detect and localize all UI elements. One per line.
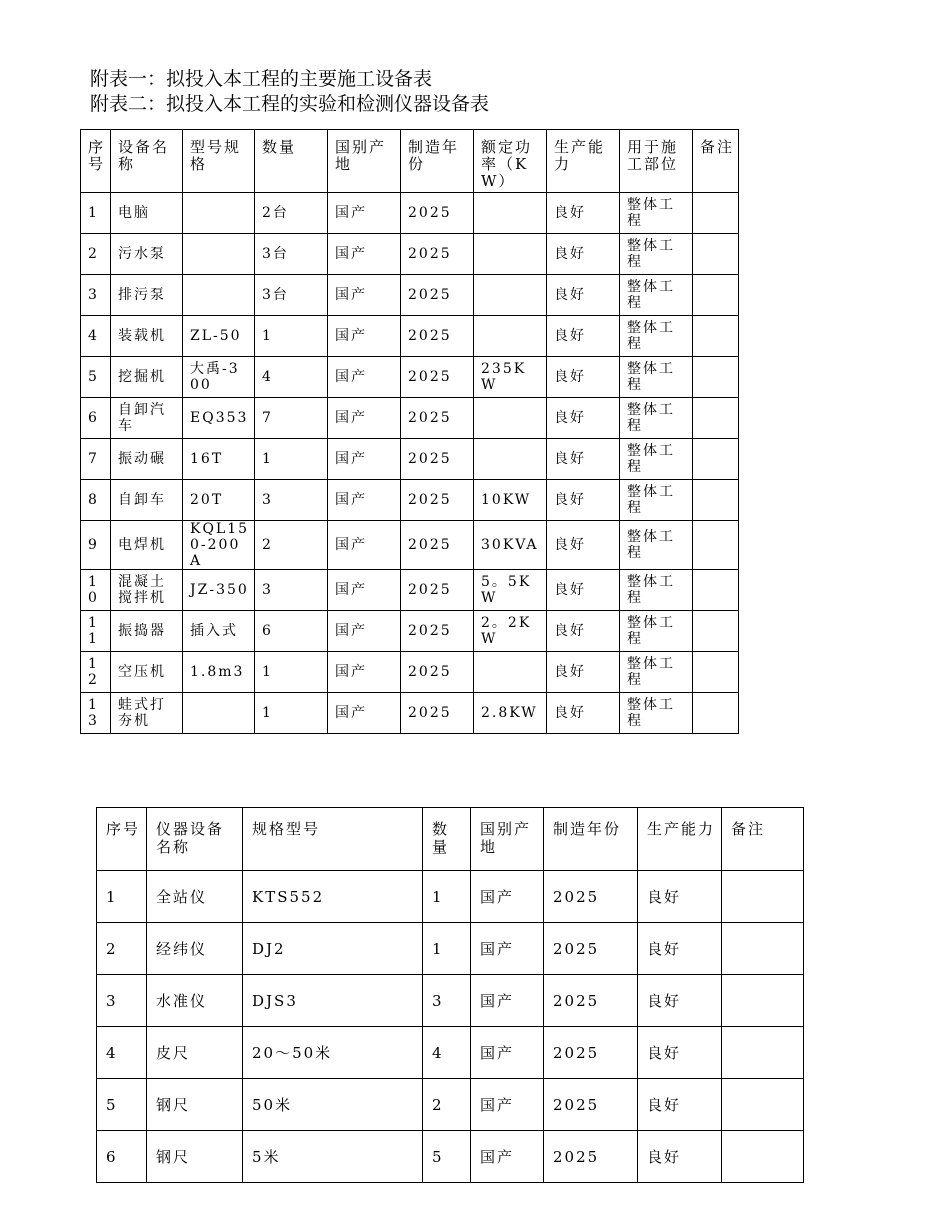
instrument-cell: 钢尺 — [147, 1131, 243, 1183]
equipment-cell: 装载机 — [111, 316, 183, 357]
instrument-cell: 2025 — [544, 1027, 638, 1079]
equipment-cell: 2025 — [401, 693, 474, 734]
instrument-header-cell: 制造年份 — [544, 808, 638, 871]
instrument-header-cell: 国别产地 — [471, 808, 544, 871]
equipment-cell: 良好 — [547, 693, 620, 734]
equipment-header-cell: 国别产地 — [328, 130, 401, 193]
equipment-cell: 混凝土搅拌机 — [111, 570, 183, 611]
equipment-cell: 国产 — [328, 193, 401, 234]
equipment-cell: 6 — [81, 398, 111, 439]
instrument-cell: 国产 — [471, 923, 544, 975]
instrument-header-cell: 规格型号 — [243, 808, 423, 871]
instrument-cell: 1 — [423, 923, 471, 975]
instrument-cell: KTS552 — [243, 871, 423, 923]
equipment-cell: 污水泵 — [111, 234, 183, 275]
instrument-cell: 良好 — [638, 1079, 722, 1131]
instrument-cell: 全站仪 — [147, 871, 243, 923]
equipment-cell: 1.8m3 — [183, 652, 255, 693]
instrument-cell: 良好 — [638, 1027, 722, 1079]
construction-equipment-table — [80, 129, 739, 734]
instrument-cell: 国产 — [471, 1027, 544, 1079]
instrument-header-row — [97, 808, 804, 871]
instrument-cell — [722, 1027, 804, 1079]
equipment-cell: 20T — [183, 480, 255, 521]
equipment-cell: 整体工程 — [620, 398, 693, 439]
equipment-cell: 2025 — [401, 193, 474, 234]
equipment-cell: 235KW — [474, 357, 547, 398]
equipment-cell: JZ-350 — [183, 570, 255, 611]
equipment-cell: 国产 — [328, 234, 401, 275]
equipment-cell: 2 — [255, 521, 328, 570]
equipment-header-cell: 用于施工部位 — [620, 130, 693, 193]
equipment-cell: 国产 — [328, 570, 401, 611]
equipment-cell: 整体工程 — [620, 611, 693, 652]
equipment-cell — [693, 398, 739, 439]
equipment-cell: 良好 — [547, 193, 620, 234]
equipment-cell — [693, 611, 739, 652]
equipment-cell: KQL150-200A — [183, 521, 255, 570]
equipment-cell: 10KW — [474, 480, 547, 521]
table-row — [81, 570, 739, 611]
equipment-cell: 11 — [81, 611, 111, 652]
table-row — [81, 439, 739, 480]
equipment-header-row — [81, 130, 739, 193]
equipment-cell: 整体工程 — [620, 193, 693, 234]
equipment-cell: 2.8KW — [474, 693, 547, 734]
instrument-cell: 4 — [97, 1027, 147, 1079]
table-row — [81, 693, 739, 734]
equipment-cell — [183, 193, 255, 234]
instrument-cell: 经纬仪 — [147, 923, 243, 975]
equipment-header-cell: 数量 — [255, 130, 328, 193]
equipment-cell: 蛙式打夯机 — [111, 693, 183, 734]
equipment-cell: 国产 — [328, 316, 401, 357]
instrument-cell: 1 — [423, 871, 471, 923]
table-row — [97, 975, 804, 1027]
equipment-cell: 良好 — [547, 570, 620, 611]
instrument-cell: 国产 — [471, 1131, 544, 1183]
equipment-cell — [693, 652, 739, 693]
equipment-cell: 12 — [81, 652, 111, 693]
table-row — [81, 275, 739, 316]
equipment-cell: 良好 — [547, 521, 620, 570]
equipment-cell: 4 — [255, 357, 328, 398]
instrument-cell: 良好 — [638, 1131, 722, 1183]
instrument-cell — [722, 975, 804, 1027]
equipment-cell: 整体工程 — [620, 234, 693, 275]
instrument-cell: 2 — [423, 1079, 471, 1131]
table-row — [81, 611, 739, 652]
equipment-cell — [474, 193, 547, 234]
equipment-header-cell: 生产能力 — [547, 130, 620, 193]
equipment-cell: 2025 — [401, 652, 474, 693]
equipment-cell: 电焊机 — [111, 521, 183, 570]
equipment-cell: 整体工程 — [620, 652, 693, 693]
instrument-header-cell: 仪器设备名称 — [147, 808, 243, 871]
equipment-cell: 2。2KW — [474, 611, 547, 652]
equipment-cell: 国产 — [328, 480, 401, 521]
equipment-cell — [693, 234, 739, 275]
equipment-cell: 3 — [255, 480, 328, 521]
equipment-header-cell: 额定功率（KW） — [474, 130, 547, 193]
equipment-cell: 16T — [183, 439, 255, 480]
equipment-cell: 国产 — [328, 439, 401, 480]
equipment-cell: 2025 — [401, 275, 474, 316]
table-row — [81, 398, 739, 439]
instrument-cell — [722, 871, 804, 923]
equipment-cell: 7 — [81, 439, 111, 480]
table-row — [81, 652, 739, 693]
equipment-cell: 6 — [255, 611, 328, 652]
equipment-cell — [474, 234, 547, 275]
equipment-cell — [474, 439, 547, 480]
equipment-cell: 良好 — [547, 234, 620, 275]
equipment-cell — [693, 193, 739, 234]
equipment-cell: 2台 — [255, 193, 328, 234]
table-row — [81, 316, 739, 357]
equipment-cell: 2025 — [401, 480, 474, 521]
instrument-cell: 3 — [97, 975, 147, 1027]
equipment-cell: 整体工程 — [620, 521, 693, 570]
equipment-cell — [474, 652, 547, 693]
instrument-cell: 良好 — [638, 871, 722, 923]
equipment-cell: 7 — [255, 398, 328, 439]
equipment-cell: 整体工程 — [620, 316, 693, 357]
table-row — [81, 193, 739, 234]
equipment-cell: 整体工程 — [620, 570, 693, 611]
equipment-cell: 整体工程 — [620, 480, 693, 521]
equipment-cell: 国产 — [328, 611, 401, 652]
equipment-cell: 自卸车 — [111, 480, 183, 521]
equipment-cell: 1 — [81, 193, 111, 234]
instrument-cell: DJS3 — [243, 975, 423, 1027]
instrument-cell: 国产 — [471, 871, 544, 923]
equipment-cell — [693, 357, 739, 398]
equipment-cell: 2025 — [401, 611, 474, 652]
table-row — [81, 357, 739, 398]
instrument-cell: 6 — [97, 1131, 147, 1183]
instrument-cell: 国产 — [471, 975, 544, 1027]
instrument-cell: 5米 — [243, 1131, 423, 1183]
equipment-cell: 4 — [81, 316, 111, 357]
equipment-cell: 3台 — [255, 275, 328, 316]
equipment-cell: 2025 — [401, 570, 474, 611]
equipment-cell: 整体工程 — [620, 439, 693, 480]
instrument-cell: 1 — [97, 871, 147, 923]
equipment-cell: 电脑 — [111, 193, 183, 234]
instrument-cell — [722, 1079, 804, 1131]
equipment-cell: 9 — [81, 521, 111, 570]
table-row — [81, 480, 739, 521]
equipment-cell: 整体工程 — [620, 693, 693, 734]
equipment-cell: 1 — [255, 439, 328, 480]
equipment-cell: 良好 — [547, 439, 620, 480]
instrument-cell: 2025 — [544, 871, 638, 923]
equipment-cell: 插入式 — [183, 611, 255, 652]
equipment-cell: 2025 — [401, 234, 474, 275]
equipment-cell: 8 — [81, 480, 111, 521]
equipment-cell: 1 — [255, 693, 328, 734]
equipment-cell: 2025 — [401, 521, 474, 570]
equipment-cell: 整体工程 — [620, 357, 693, 398]
instrument-header-cell: 生产能力 — [638, 808, 722, 871]
instrument-cell: 20～50米 — [243, 1027, 423, 1079]
equipment-cell: 2025 — [401, 398, 474, 439]
equipment-cell: 良好 — [547, 275, 620, 316]
equipment-cell: 良好 — [547, 480, 620, 521]
equipment-cell: 1 — [255, 316, 328, 357]
equipment-cell — [693, 439, 739, 480]
table-row — [97, 1079, 804, 1131]
equipment-cell: 国产 — [328, 521, 401, 570]
instrument-equipment-table — [96, 807, 804, 1183]
equipment-cell: 国产 — [328, 693, 401, 734]
attachment-1-title: 附表一：拟投入本工程的主要施工设备表 — [90, 68, 433, 90]
equipment-cell: 13 — [81, 693, 111, 734]
instrument-cell: 4 — [423, 1027, 471, 1079]
equipment-cell — [183, 693, 255, 734]
equipment-cell: 良好 — [547, 357, 620, 398]
equipment-cell: 空压机 — [111, 652, 183, 693]
equipment-cell — [693, 693, 739, 734]
equipment-cell: 良好 — [547, 652, 620, 693]
instrument-cell: 2 — [97, 923, 147, 975]
equipment-cell — [693, 570, 739, 611]
equipment-header-cell: 型号规格 — [183, 130, 255, 193]
equipment-cell — [474, 398, 547, 439]
instrument-cell: 50米 — [243, 1079, 423, 1131]
instrument-cell: 2025 — [544, 975, 638, 1027]
equipment-cell: 国产 — [328, 275, 401, 316]
equipment-cell: 3 — [255, 570, 328, 611]
equipment-cell: 大禹-300 — [183, 357, 255, 398]
instrument-header-cell: 序号 — [97, 808, 147, 871]
instrument-cell: 2025 — [544, 1079, 638, 1131]
instrument-cell: 水准仪 — [147, 975, 243, 1027]
instrument-cell: 2025 — [544, 1131, 638, 1183]
instrument-cell: 2025 — [544, 923, 638, 975]
equipment-cell: 2 — [81, 234, 111, 275]
equipment-cell — [693, 521, 739, 570]
equipment-cell: 国产 — [328, 357, 401, 398]
equipment-header-cell: 序号 — [81, 130, 111, 193]
equipment-cell: 2025 — [401, 316, 474, 357]
equipment-cell — [693, 480, 739, 521]
equipment-cell — [474, 316, 547, 357]
equipment-cell: 3台 — [255, 234, 328, 275]
table-row — [97, 923, 804, 975]
equipment-cell: EQ353 — [183, 398, 255, 439]
equipment-cell: 国产 — [328, 398, 401, 439]
equipment-cell: 1 — [255, 652, 328, 693]
equipment-cell — [474, 275, 547, 316]
table-row — [81, 521, 739, 570]
instrument-cell: 3 — [423, 975, 471, 1027]
instrument-cell: 5 — [423, 1131, 471, 1183]
equipment-cell: 国产 — [328, 652, 401, 693]
equipment-cell: 挖掘机 — [111, 357, 183, 398]
equipment-cell — [693, 275, 739, 316]
equipment-cell: 良好 — [547, 316, 620, 357]
table-row — [97, 1027, 804, 1079]
equipment-cell: 整体工程 — [620, 275, 693, 316]
instrument-cell: 良好 — [638, 923, 722, 975]
instrument-header-cell: 备注 — [722, 808, 804, 871]
equipment-header-cell: 设备名称 — [111, 130, 183, 193]
table-row — [81, 234, 739, 275]
equipment-cell: ZL-50 — [183, 316, 255, 357]
equipment-header-cell: 备注 — [693, 130, 739, 193]
equipment-cell — [693, 316, 739, 357]
equipment-cell — [183, 275, 255, 316]
instrument-cell — [722, 1131, 804, 1183]
equipment-cell: 3 — [81, 275, 111, 316]
instrument-cell: 钢尺 — [147, 1079, 243, 1131]
equipment-header-cell: 制造年份 — [401, 130, 474, 193]
equipment-cell: 5 — [81, 357, 111, 398]
equipment-cell: 30KVA — [474, 521, 547, 570]
instrument-header-cell: 数量 — [423, 808, 471, 871]
equipment-cell: 2025 — [401, 439, 474, 480]
equipment-cell: 振动碾 — [111, 439, 183, 480]
equipment-cell: 良好 — [547, 611, 620, 652]
equipment-cell: 5。5KW — [474, 570, 547, 611]
table-row — [97, 871, 804, 923]
equipment-cell: 良好 — [547, 398, 620, 439]
equipment-cell: 振捣器 — [111, 611, 183, 652]
equipment-cell: 2025 — [401, 357, 474, 398]
attachment-2-title: 附表二：拟投入本工程的实验和检测仪器设备表 — [90, 93, 490, 115]
equipment-cell: 10 — [81, 570, 111, 611]
instrument-cell: 皮尺 — [147, 1027, 243, 1079]
equipment-cell: 自卸汽车 — [111, 398, 183, 439]
instrument-cell: 5 — [97, 1079, 147, 1131]
instrument-cell: DJ2 — [243, 923, 423, 975]
table-row — [97, 1131, 804, 1183]
instrument-cell: 国产 — [471, 1079, 544, 1131]
instrument-cell: 良好 — [638, 975, 722, 1027]
equipment-cell: 排污泵 — [111, 275, 183, 316]
equipment-cell — [183, 234, 255, 275]
instrument-cell — [722, 923, 804, 975]
